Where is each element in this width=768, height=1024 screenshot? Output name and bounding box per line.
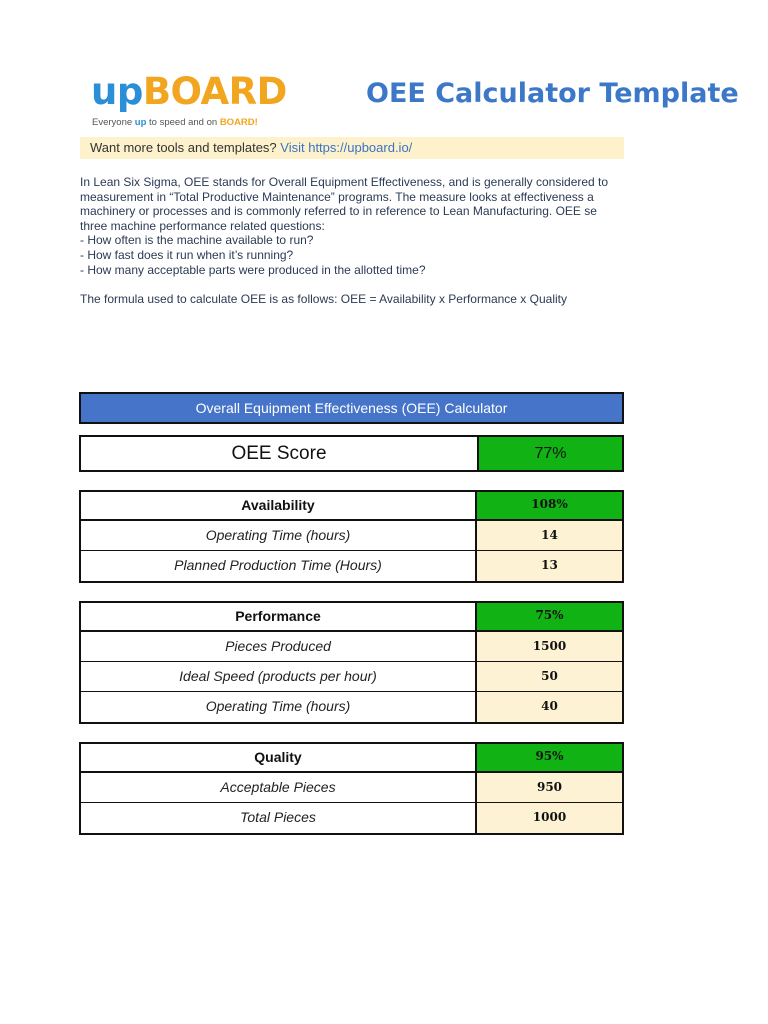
intro-line: - How fast does it run when it’s running? (80, 247, 294, 262)
table-row (81, 692, 622, 722)
intro-formula: The formula used to calculate OEE is as follows: OEE = Availability x Performance x Quality (80, 291, 567, 306)
upboard-logo (91, 70, 311, 130)
ideal-speed-input[interactable]: 50 (477, 662, 622, 691)
planned-production-time-input[interactable]: 13 (477, 551, 622, 581)
row-label: Ideal Speed (products per hour) (81, 662, 477, 691)
quality-value[interactable]: 95% (477, 744, 622, 771)
intro-text (80, 175, 624, 306)
table-row (81, 662, 622, 692)
page-title: OEE Calculator Template (366, 78, 739, 109)
intro-line: machinery or processes and is commonly referred to in reference to Lean Manufacturing. OEE se (80, 204, 597, 219)
intro-line: - How many acceptable parts were produced in the allotted time? (80, 262, 426, 277)
availability-label: Availability (81, 492, 477, 519)
quality-header-row (81, 744, 622, 773)
availability-value[interactable]: 108% (477, 492, 622, 519)
performance-header-row (81, 603, 622, 632)
table-row (81, 521, 622, 551)
total-pieces-input[interactable]: 1000 (477, 803, 622, 833)
oee-score-row (79, 435, 624, 472)
row-label: Total Pieces (81, 803, 477, 833)
row-label: Acceptable Pieces (81, 773, 477, 802)
row-label: Operating Time (hours) (81, 692, 477, 722)
pieces-produced-input[interactable]: 1500 (477, 632, 622, 661)
oee-score-value[interactable]: 77% (479, 437, 622, 470)
logo-tagline: Everyone up to speed and on BOARD! (92, 117, 258, 128)
intro-line: measurement in “Total Productive Maintenance” programs. The measure looks at effectiveness a (80, 189, 594, 204)
row-label: Pieces Produced (81, 632, 477, 661)
quality-section (79, 742, 624, 835)
performance-value[interactable]: 75% (477, 603, 622, 630)
row-label: Operating Time (hours) (81, 521, 477, 550)
promo-banner (80, 137, 624, 159)
oee-score-label: OEE Score (81, 437, 479, 470)
table-row (81, 803, 622, 833)
quality-label: Quality (81, 744, 477, 771)
intro-line: - How often is the machine available to run? (80, 233, 314, 248)
table-row (81, 773, 622, 803)
intro-line: In Lean Six Sigma, OEE stands for Overall Equipment Effectiveness, and is generally considered to (80, 175, 609, 189)
oee-calculator (79, 392, 624, 835)
intro-line: three machine performance related questions: (80, 218, 325, 233)
promo-text: Want more tools and templates? (90, 140, 281, 155)
acceptable-pieces-input[interactable]: 950 (477, 773, 622, 802)
operating-time-hours-input[interactable]: 40 (477, 692, 622, 722)
availability-header-row (81, 492, 622, 521)
table-row (81, 632, 622, 662)
performance-section (79, 601, 624, 724)
operating-time-input[interactable]: 14 (477, 521, 622, 550)
promo-link[interactable]: Visit https://upboard.io/ (280, 140, 413, 155)
calculator-header: Overall Equipment Effectiveness (OEE) Calculator (79, 392, 624, 424)
logo-wordmark: upBOARD (91, 70, 287, 113)
availability-section (79, 490, 624, 583)
performance-label: Performance (81, 603, 477, 630)
table-row (81, 551, 622, 581)
row-label: Planned Production Time (Hours) (81, 551, 477, 581)
